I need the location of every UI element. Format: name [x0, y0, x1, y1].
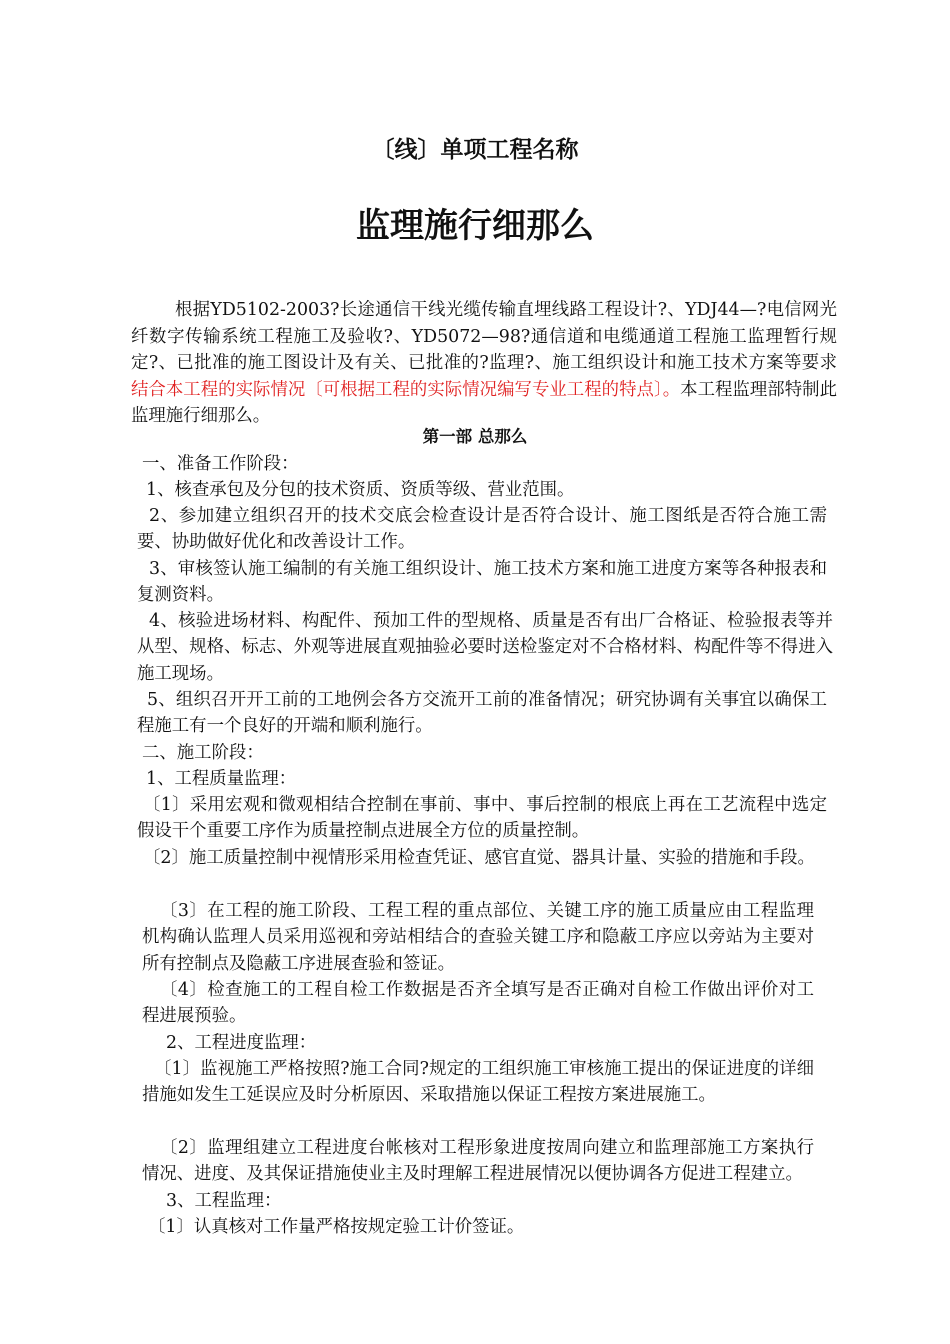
list-item: 〔1〕监视施工严格按照?施工合同?规定的工组织施工审核施工提出的保证进度的详细措施如发生工延误应及时分析原因、采取措施以保证工程按方案进展施工。: [142, 1059, 814, 1106]
list-item: 2、工程进度监理：: [166, 1033, 317, 1053]
list-item: 3、工程监理：: [166, 1191, 282, 1211]
list-item: 〔2〕施工质量控制中视情形采用检查凭证、感官直觉、器具计量、实验的措施和手段。: [143, 848, 815, 868]
list-item: 〔2〕监理组建立工程进度台帐核对工程形象进度按周向建立和监理部施工方案执行情况、进度、及其保证措施使业主及时理解工程进展情况以便协调各方促进工程建立。: [142, 1138, 814, 1185]
intro-text-end: 本工程监理部特制此监理施行细那么。: [131, 379, 837, 426]
project-name-heading: 〔线〕单项工程名称: [371, 136, 579, 163]
document-title: 监理施行细那么: [356, 206, 594, 246]
list-item: 一、准备工作阶段：: [142, 454, 299, 474]
section-heading: 第一部 总那么: [422, 427, 528, 446]
list-item: 5、组织召开开工前的工地例会各方交流开工前的准备情况；研究协调有关事宜以确保工程施工有一个良好的开端和顺利施行。: [137, 690, 827, 737]
list-item: 3、审核签认施工编制的有关施工组织设计、施工技术方案和施工进度方案等各种报表和复测资料。: [137, 559, 827, 606]
intro-highlight-text: 结合本工程的实际情况〔可根据工程的实际情况编写专业工程的特点〕。: [131, 379, 681, 400]
list-item: 〔1〕认真核对工作量严格按规定验工计价签证。: [148, 1217, 525, 1237]
list-item: 〔4〕检查施工的工程自检工作数据是否齐全填写是否正确对自检工作做出评价对工程进展预验。: [142, 980, 814, 1027]
intro-text: 根据YD5102-2003?长途通信干线光缆传输直埋线路工程设计?、YDJ44—?电信网光纤数字传输系统工程施工及验收?、YD5072—98?通信道和电缆通道工程施工监理暂行规定?、已批准的施工图设计及有关、已批准的?监理?、施工组织设计和施工技术方案等要求: [131, 300, 837, 373]
list-item: 1、工程质量监理：: [146, 769, 297, 789]
list-item: 〔3〕在工程的施工阶段、工程工程的重点部位、关键工序的施工质量应由工程监理机构确认监理人员采用巡视和旁站相结合的查验关键工序和隐蔽工序应以旁站为主要对所有控制点及隐蔽工序进展查验和签证。: [142, 901, 814, 974]
list-item: 〔1〕采用宏观和微观相结合控制在事前、事中、事后控制的根底上再在工艺流程中选定假设干个重要工序作为质量控制点进展全方位的质量控制。: [137, 795, 827, 842]
list-item: 1、核查承包及分包的技术资质、资质等级、营业范围。: [146, 480, 575, 500]
list-item: 2、参加建立组织召开的技术交底会检查设计是否符合设计、施工图纸是否符合施工需要、协助做好优化和改善设计工作。: [137, 506, 827, 553]
intro-paragraph: [131, 297, 837, 430]
list-item: 4、核验进场材料、构配件、预加工件的型规格、质量是否有出厂合格证、检验报表等并从型、规格、标志、外观等进展直观抽验必要时送检鉴定对不合格材料、构配件等不得进入施工现场。: [137, 611, 833, 684]
list-item: 二、施工阶段：: [142, 743, 264, 763]
